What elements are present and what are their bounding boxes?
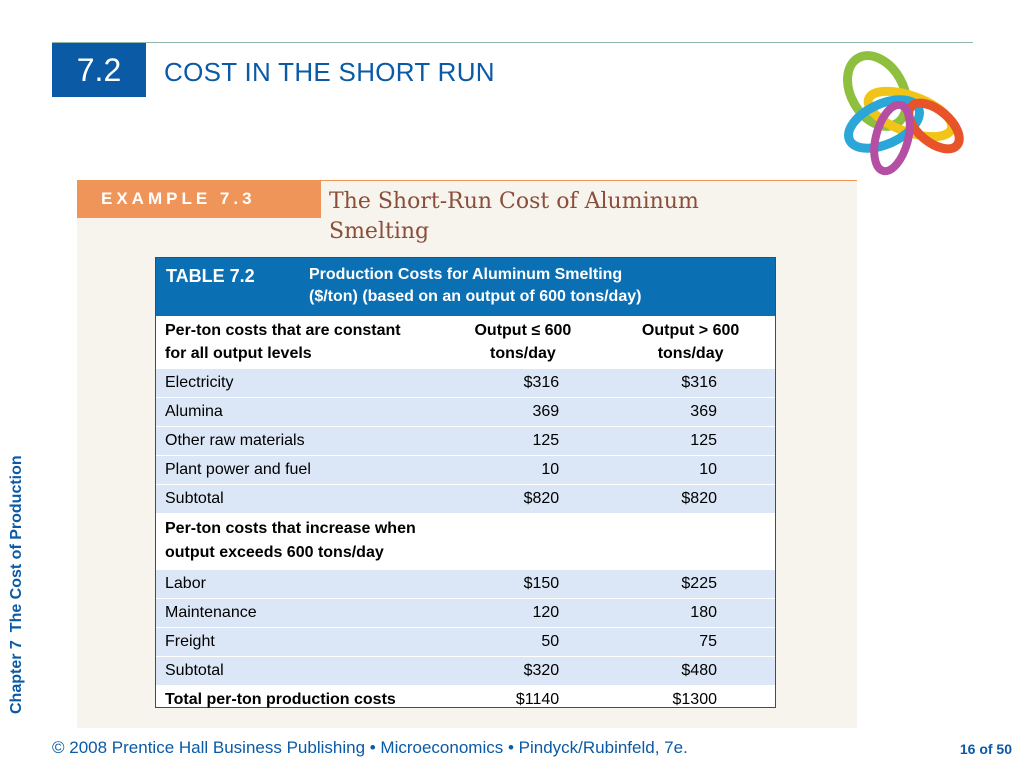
row-label: Freight — [156, 628, 440, 657]
row-value-high: $480 — [597, 657, 775, 686]
row-label: Alumina — [156, 398, 440, 427]
column-header-high-output — [597, 316, 775, 369]
table-row-subtotal — [156, 485, 775, 514]
row-label: Maintenance — [156, 599, 440, 628]
table-caption-line2: ($/ton) (based on an output of 600 tons/day) — [309, 288, 642, 305]
row-value-low: $150 — [440, 570, 598, 599]
example-tag: EXAMPLE 7.3 — [77, 180, 321, 218]
row-label: Other raw materials — [156, 427, 440, 456]
row-value-low: $320 — [440, 657, 598, 686]
table-row — [156, 369, 775, 398]
header-text: Output ≤ 600 — [474, 322, 572, 339]
header-text: tons/day — [489, 345, 556, 362]
row-value-high: 125 — [597, 427, 775, 456]
row-value-low: $820 — [440, 485, 598, 514]
row-label: Subtotal — [156, 657, 440, 686]
section-header-row — [156, 513, 775, 570]
column-header-low-output — [440, 316, 598, 369]
row-value-low: 125 — [440, 427, 598, 456]
footer-text: © 2008 Prentice Hall Business Publishing • Microeconomics • Pindyck/Rubinfeld, 7e. — [52, 738, 688, 757]
header-text: for all output levels — [165, 345, 312, 362]
column-header-constant — [156, 316, 440, 369]
row-value-high: 369 — [597, 398, 775, 427]
row-label: Subtotal — [156, 485, 440, 514]
page-number: 16 of 50 — [959, 741, 1012, 757]
section-header-increase — [156, 513, 775, 570]
cost-table — [155, 257, 776, 708]
header-text: Per-ton costs that increase when — [165, 520, 416, 537]
row-label: Total per-ton production costs — [165, 691, 396, 708]
table-row — [156, 456, 775, 485]
column-header-row — [156, 316, 775, 369]
row-value-high: $1300 — [672, 691, 717, 708]
row-value-high: 180 — [597, 599, 775, 628]
table-caption — [309, 264, 641, 308]
table-row — [156, 599, 775, 628]
header-text: Per-ton costs that are constant — [165, 322, 401, 339]
table-row — [156, 628, 775, 657]
header-text: Output > 600 — [641, 322, 740, 339]
rings-logo-icon — [822, 46, 982, 176]
cost-data-table — [156, 316, 775, 715]
slide-title: COST IN THE SHORT RUN — [164, 57, 495, 87]
row-value-high: 75 — [597, 628, 775, 657]
row-label: Plant power and fuel — [156, 456, 440, 485]
table-row — [156, 427, 775, 456]
table-header-bar — [156, 258, 775, 316]
row-value-low: $1140 — [515, 691, 560, 708]
table-row — [156, 398, 775, 427]
row-value-low: 50 — [440, 628, 598, 657]
chapter-title: The Cost of Production — [8, 455, 25, 633]
row-value-high: $225 — [597, 570, 775, 599]
row-value-low: 10 — [440, 456, 598, 485]
row-label: Electricity — [156, 369, 440, 398]
example-title: The Short-Run Cost of Aluminum Smelting — [329, 189, 699, 244]
header-text: output exceeds 600 tons/day — [165, 544, 384, 561]
example-divider — [321, 180, 857, 181]
table-number: TABLE 7.2 — [166, 266, 255, 286]
table-row-total — [156, 685, 775, 715]
row-value-low: $316 — [440, 369, 598, 398]
row-value-low: 120 — [440, 599, 598, 628]
chapter-side-label — [8, 447, 26, 714]
top-rule — [52, 42, 973, 43]
table-caption-line1: Production Costs for Aluminum Smelting — [309, 266, 623, 283]
row-value-low: 369 — [440, 398, 598, 427]
row-value-high: $316 — [597, 369, 775, 398]
chapter-number: Chapter 7 — [8, 640, 25, 714]
header-text: tons/day — [657, 345, 724, 362]
table-row — [156, 570, 775, 599]
table-row-subtotal — [156, 657, 775, 686]
section-number: 7.2 — [52, 43, 146, 97]
row-value-high: $820 — [597, 485, 775, 514]
row-label: Labor — [156, 570, 440, 599]
row-value-high: 10 — [597, 456, 775, 485]
